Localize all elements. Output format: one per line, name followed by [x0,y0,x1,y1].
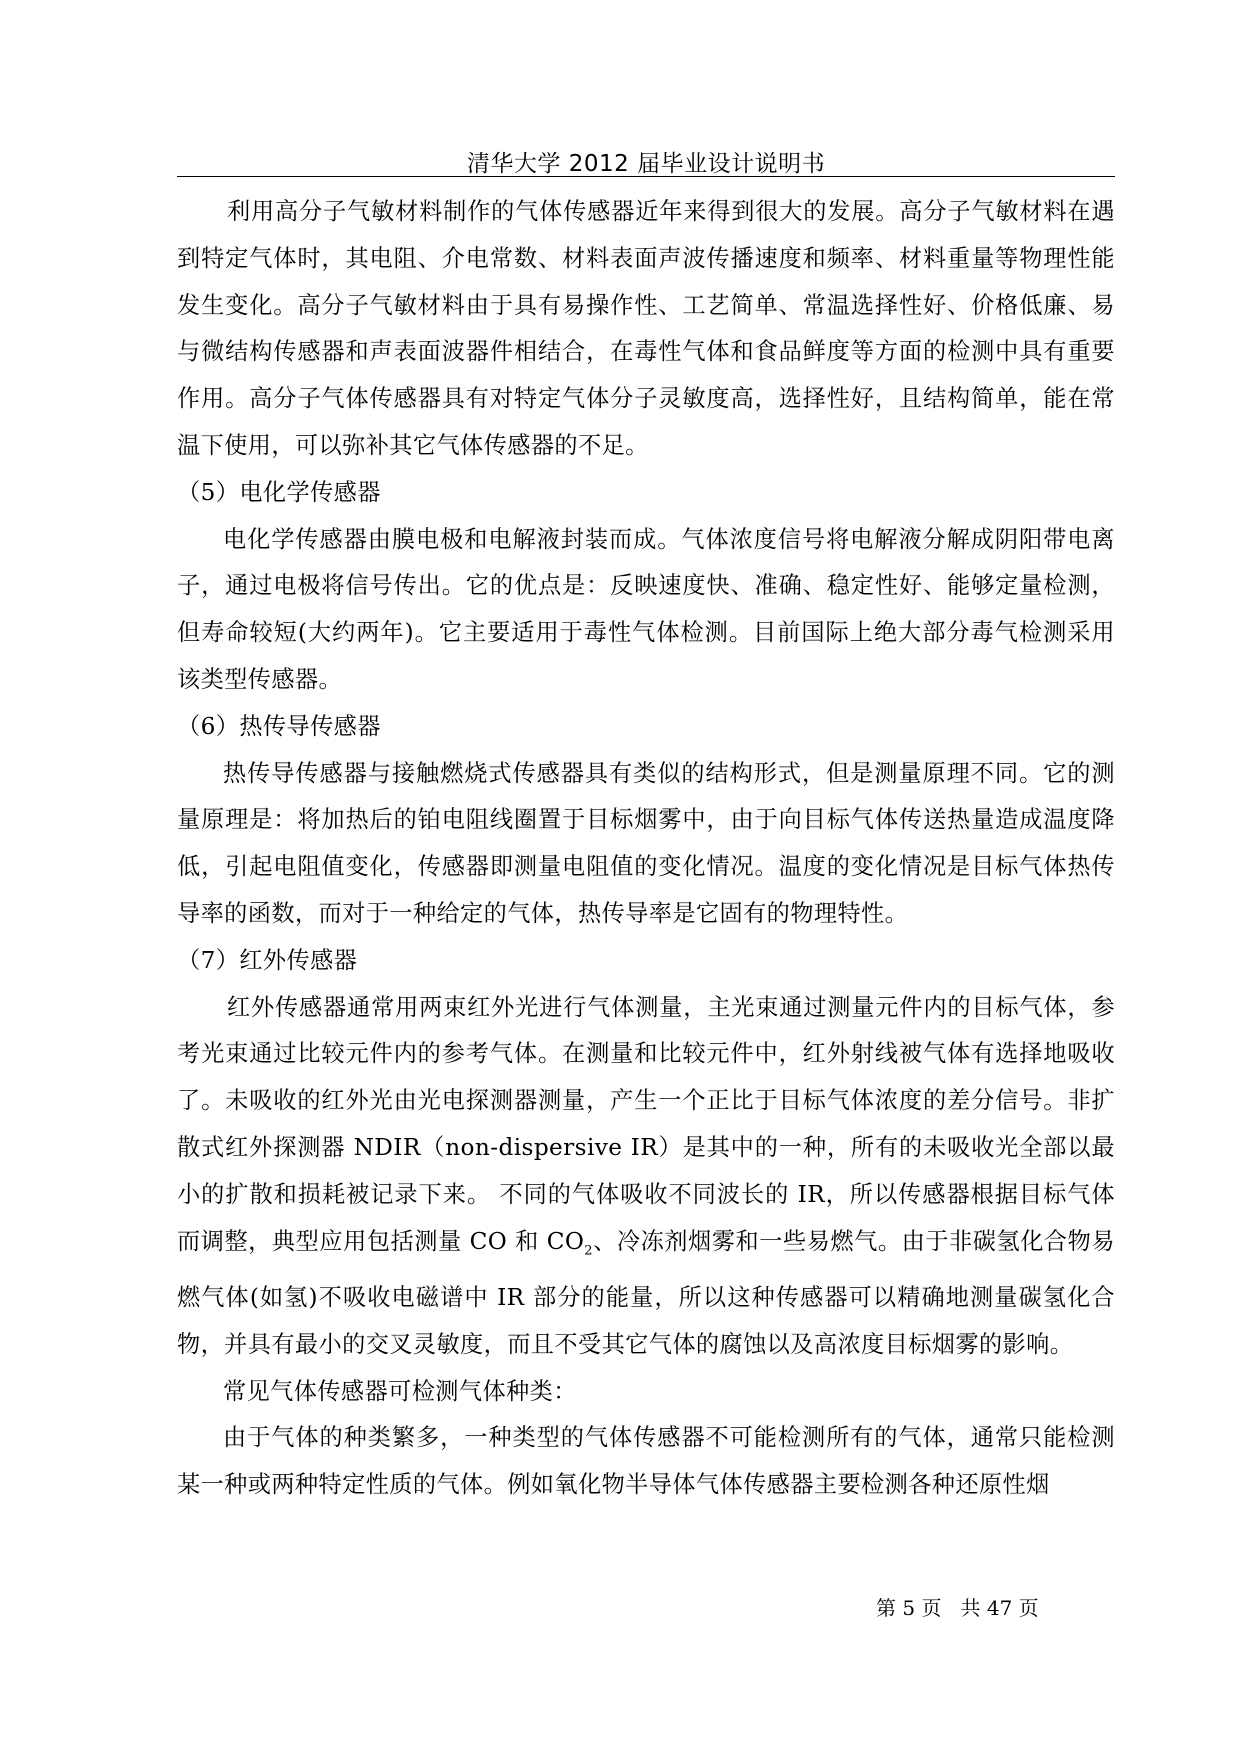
paragraph-gas-types-intro: 常见气体传感器可检测气体种类： [223,1377,577,1405]
paragraph-infrared-part2: 、冷冻剂烟雾和一些易燃气。由于非碳氢化合物易燃气体(如氢)不吸收电磁谱中 IR 部分的能量，所以这种传感器可以精确地测量碳氢化合物，并具有最小的交叉灵敏度，而且不受其它气体的腐蚀以及高浓度目标烟雾的影响。 [177,1227,1115,1358]
document-body [177,189,1115,1509]
section-heading-electrochemical: （5）电化学传感器 [177,478,381,506]
paragraph-infrared-part1: 红外传感器通常用两束红外光进行气体测量，主光束通过测量元件内的目标气体，参考光束通过比较元件内的参考气体。在测量和比较元件中，红外射线被气体有选择地吸收了。未吸收的红外光由光电探测器测量，产生一个正比于目标气体浓度的差分信号。非扩散式红外探测器 NDIR（non-dispersive IR）是其中的一种，所有的未吸收光全部以最小的扩散和损耗被记录下来。 不同的气体吸收不同波长的 IR，所以传感器根据目标气体而调整，典型应用包括测量 CO 和 CO [177,993,1115,1255]
page-header-title: 清华大学 2012 届毕业设计说明书 [466,151,826,177]
paragraph-thermal-conductivity: 热传导传感器与接触燃烧式传感器具有类似的结构形式，但是测量原理不同。它的测量原理是：将加热后的铂电阻线圈置于目标烟雾中，由于向目标气体传送热量造成温度降低，引起电阻值变化，传感器即测量电阻值的变化情况。温度的变化情况是目标气体热传导率的函数，而对于一种给定的气体，热传导率是它固有的物理特性。 [177,759,1115,927]
page-number-footer: 第 5 页 共 47 页 [876,1596,1039,1620]
paragraph-gas-variety: 由于气体的种类繁多，一种类型的气体传感器不可能检测所有的气体，通常只能检测某一种或两种特定性质的气体。例如氧化物半导体气体传感器主要检测各种还原性烟 [177,1424,1115,1499]
paragraph-infrared [177,985,1115,1369]
paragraph-electrochemical: 电化学传感器由膜电极和电解液封装而成。气体浓度信号将电解液分解成阴阳带电离子，通过电极将信号传出。它的优点是：反映速度快、准确、稳定性好、能够定量检测，但寿命较短(大约两年)。它主要适用于毒性气体检测。目前国际上绝大部分毒气检测采用该类型传感器。 [177,525,1115,693]
co2-subscript: 2 [584,1243,593,1259]
section-heading-thermal-conductivity: （6）热传导传感器 [177,712,381,740]
header-divider [177,176,1115,177]
section-heading-infrared: （7）红外传感器 [177,946,358,974]
paragraph-polymer-sensors: 利用高分子气敏材料制作的气体传感器近年来得到很大的发展。高分子气敏材料在遇到特定气体时，其电阻、介电常数、材料表面声波传播速度和频率、材料重量等物理性能发生变化。高分子气敏材料由于具有易操作性、工艺简单、常温选择性好、价格低廉、易与微结构传感器和声表面波器件相结合，在毒性气体和食品鲜度等方面的检测中具有重要作用。高分子气体传感器具有对特定气体分子灵敏度高，选择性好，且结构简单，能在常温下使用，可以弥补其它气体传感器的不足。 [177,198,1115,459]
